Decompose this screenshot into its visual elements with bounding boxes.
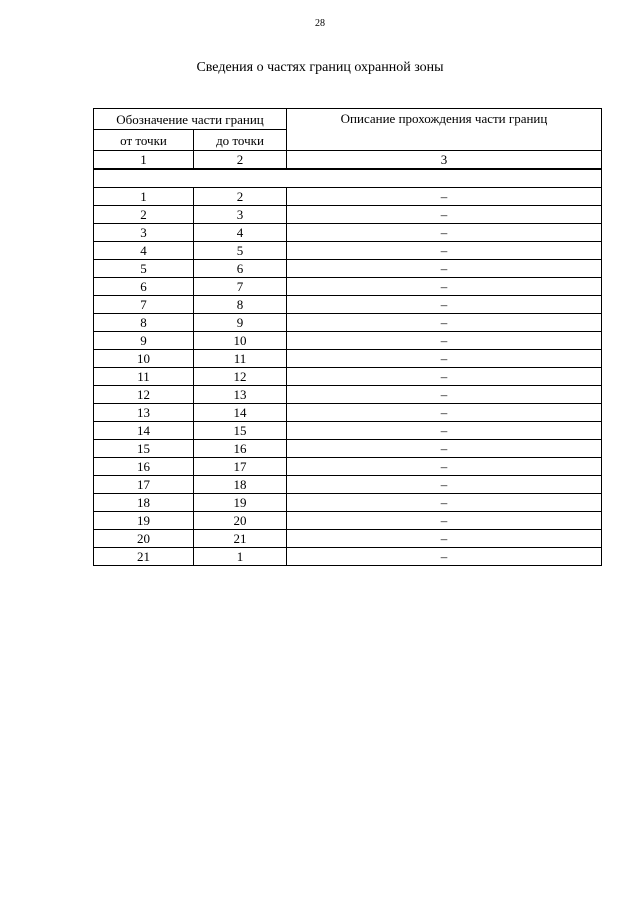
table-row	[94, 260, 602, 278]
table-row	[94, 278, 602, 296]
table-row	[94, 242, 602, 260]
from-point-cell: 5	[94, 260, 194, 278]
document-title: Сведения о частях границ охранной зоны	[196, 60, 444, 75]
table-row	[94, 296, 602, 314]
to-point-cell: 1	[194, 548, 287, 566]
to-point-cell: 19	[194, 494, 287, 512]
description-cell: –	[287, 188, 602, 206]
boundary-parts-table	[93, 108, 602, 566]
from-point-cell: 3	[94, 224, 194, 242]
table-row	[94, 206, 602, 224]
table-row	[94, 368, 602, 386]
description-cell: –	[287, 368, 602, 386]
description-cell: –	[287, 224, 602, 242]
to-point-cell: 16	[194, 440, 287, 458]
from-point-cell: 10	[94, 350, 194, 368]
table-row	[94, 350, 602, 368]
table-row	[94, 224, 602, 242]
description-cell: –	[287, 296, 602, 314]
from-point-cell: 19	[94, 512, 194, 530]
description-cell: –	[287, 332, 602, 350]
description-cell: –	[287, 278, 602, 296]
to-point-cell: 11	[194, 350, 287, 368]
from-point-cell: 18	[94, 494, 194, 512]
table-row	[94, 548, 602, 566]
table-row	[94, 422, 602, 440]
from-point-cell: 2	[94, 206, 194, 224]
column-number: 1	[94, 151, 194, 170]
to-point-cell: 10	[194, 332, 287, 350]
description-cell: –	[287, 476, 602, 494]
table-row	[94, 512, 602, 530]
description-cell: –	[287, 530, 602, 548]
from-point-cell: 13	[94, 404, 194, 422]
to-point-cell: 5	[194, 242, 287, 260]
to-point-cell: 13	[194, 386, 287, 404]
to-point-cell: 14	[194, 404, 287, 422]
to-point-cell: 15	[194, 422, 287, 440]
blank-cell	[94, 169, 602, 188]
from-point-cell: 16	[94, 458, 194, 476]
table-row	[94, 530, 602, 548]
description-cell: –	[287, 548, 602, 566]
page-number: 28	[315, 18, 325, 29]
description-cell: –	[287, 404, 602, 422]
blank-row	[94, 169, 602, 188]
from-point-cell: 9	[94, 332, 194, 350]
table-row	[94, 314, 602, 332]
from-point-cell: 7	[94, 296, 194, 314]
to-point-cell: 3	[194, 206, 287, 224]
from-point-cell: 12	[94, 386, 194, 404]
from-point-cell: 8	[94, 314, 194, 332]
table-row	[94, 458, 602, 476]
from-point-cell: 17	[94, 476, 194, 494]
description-cell: –	[287, 314, 602, 332]
from-point-cell: 1	[94, 188, 194, 206]
description-cell: –	[287, 242, 602, 260]
header-to-point: до точки	[194, 130, 287, 151]
description-cell: –	[287, 386, 602, 404]
to-point-cell: 12	[194, 368, 287, 386]
column-number-row	[94, 151, 602, 170]
to-point-cell: 8	[194, 296, 287, 314]
from-point-cell: 14	[94, 422, 194, 440]
header-description: Описание прохождения части границ	[287, 109, 602, 151]
column-number: 3	[287, 151, 602, 170]
description-cell: –	[287, 350, 602, 368]
column-number: 2	[194, 151, 287, 170]
description-cell: –	[287, 494, 602, 512]
from-point-cell: 15	[94, 440, 194, 458]
to-point-cell: 4	[194, 224, 287, 242]
to-point-cell: 6	[194, 260, 287, 278]
table-row	[94, 476, 602, 494]
description-cell: –	[287, 512, 602, 530]
description-cell: –	[287, 440, 602, 458]
from-point-cell: 6	[94, 278, 194, 296]
header-from-point: от точки	[94, 130, 194, 151]
table-row	[94, 386, 602, 404]
to-point-cell: 18	[194, 476, 287, 494]
header-boundary-designation: Обозначение части границ	[94, 109, 287, 130]
description-cell: –	[287, 458, 602, 476]
table-row	[94, 188, 602, 206]
from-point-cell: 20	[94, 530, 194, 548]
to-point-cell: 2	[194, 188, 287, 206]
to-point-cell: 21	[194, 530, 287, 548]
description-cell: –	[287, 260, 602, 278]
from-point-cell: 21	[94, 548, 194, 566]
to-point-cell: 17	[194, 458, 287, 476]
table-row	[94, 494, 602, 512]
to-point-cell: 20	[194, 512, 287, 530]
from-point-cell: 11	[94, 368, 194, 386]
to-point-cell: 9	[194, 314, 287, 332]
table-row	[94, 332, 602, 350]
description-cell: –	[287, 206, 602, 224]
from-point-cell: 4	[94, 242, 194, 260]
table-row	[94, 440, 602, 458]
table-header-row-1	[94, 109, 602, 130]
to-point-cell: 7	[194, 278, 287, 296]
table-row	[94, 404, 602, 422]
description-cell: –	[287, 422, 602, 440]
